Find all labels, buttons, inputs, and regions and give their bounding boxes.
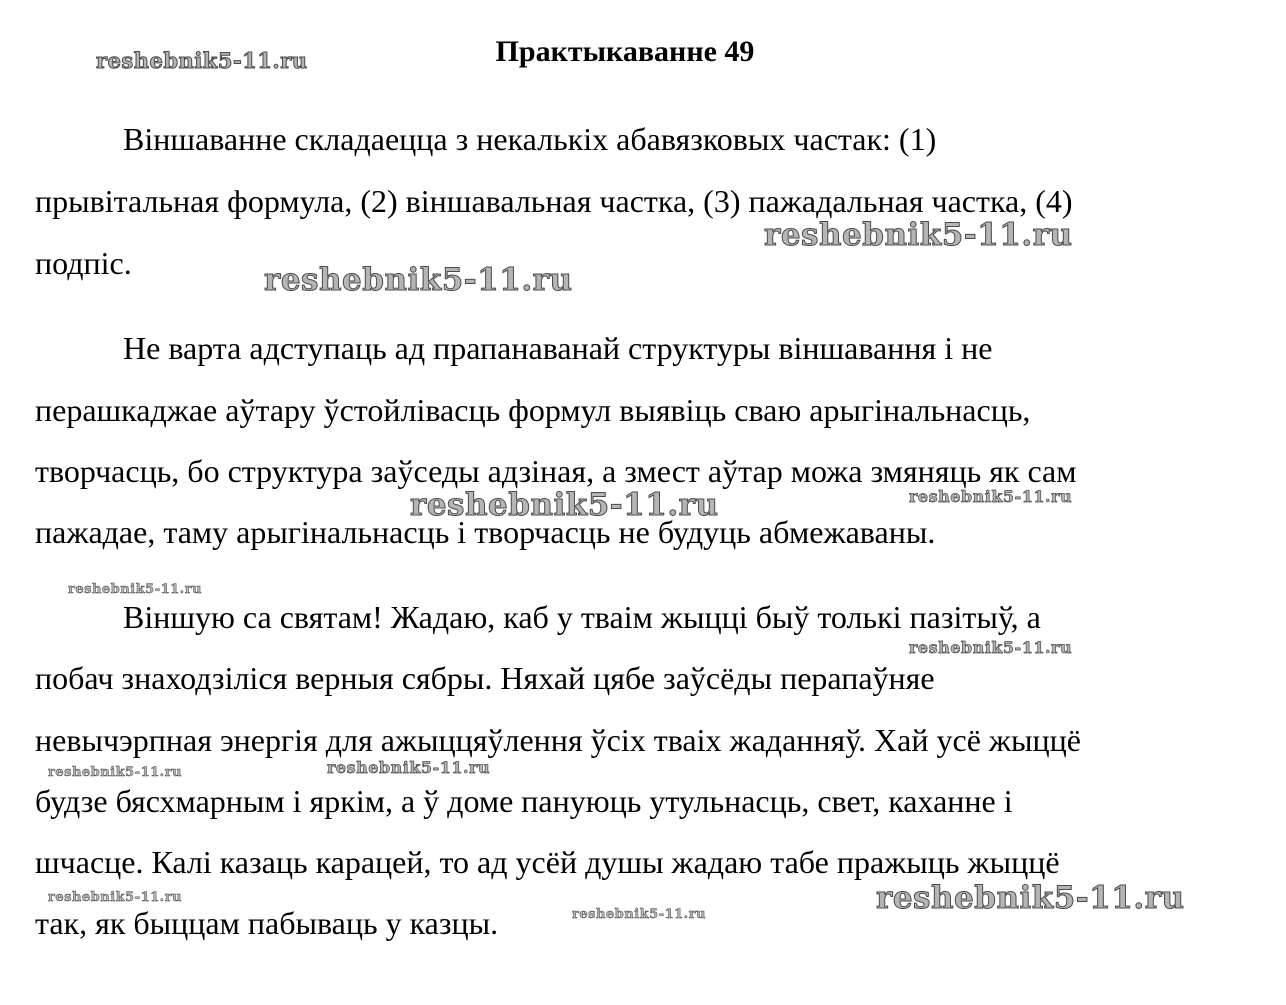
watermark: reshebnik5-11.ru [327,758,491,777]
paragraph-3-line-4: будзе бясхмарным і яркім, а ў доме пануюць утульнасць, свет, каханне і [35,783,1013,819]
paragraph-3-line-5: шчасце. Калі казаць карацей, то ад усёй душы жадаю табе пражыць жыццё [35,844,1060,880]
watermark: reshebnik5-11.ru [876,880,1185,916]
watermark: reshebnik5-11.ru [909,638,1073,657]
paragraph-3-line-1: Віншую са святам! Жадаю, каб у тваім жыцці быў толькі пазітыў, а [123,599,1041,635]
paragraph-2-line-2: перашкаджае аўтару ўстойлівасць формул выявіць сваю арыгінальнасць, [35,392,1031,428]
watermark: reshebnik5-11.ru [68,582,203,597]
paragraph-3-line-2: побач знаходзіліся верныя сябры. Няхай цябе заўсёды перапаўняе [35,660,935,696]
watermark: reshebnik5-11.ru [764,217,1073,253]
paragraph-1-line-1: Віншаванне складаецца з некалькіх абавязковых частак: (1) [123,121,937,157]
paragraph-1-line-3: подпіс. [35,245,132,281]
page-title: Практыкаванне 49 [495,35,755,68]
paragraph-2-line-1: Не варта адступаць ад прапанаванай структуры віншавання і не [123,330,993,366]
watermark: reshebnik5-11.ru [48,765,183,780]
watermark: reshebnik5-11.ru [410,487,719,523]
watermark: reshebnik5-11.ru [96,48,308,73]
watermark: reshebnik5-11.ru [572,907,707,922]
paragraph-1-line-2: прывітальная формула, (2) віншавальная частка, (3) пажадальная частка, (4) [35,183,1073,219]
watermark: reshebnik5-11.ru [909,487,1073,506]
paragraph-3-line-6: так, як быццам пабываць у казцы. [35,905,499,941]
watermark: reshebnik5-11.ru [264,262,573,298]
paragraph-2-line-3: творчасць, бо структура заўседы адзіная, а змест аўтар можа змяняць як сам [35,453,1077,489]
paragraph-3-line-3: невычэрпная энергія для ажыццяўлення ўсіх тваіх жаданняў. Хай усё жыццё [35,722,1081,758]
paragraph-2-line-4: пажадае, таму арыгінальнасць і творчасць не будуць абмежаваны. [35,514,936,550]
watermark: reshebnik5-11.ru [48,890,183,905]
